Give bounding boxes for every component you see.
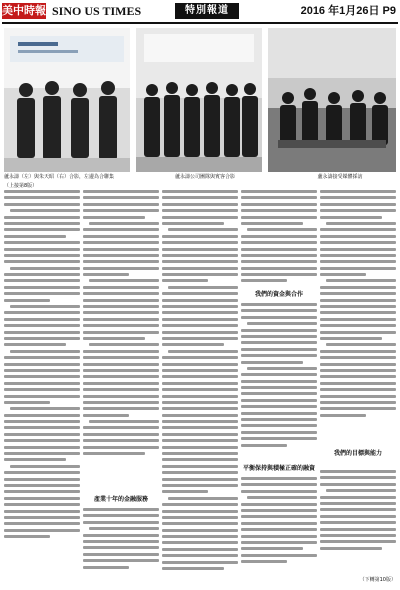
photo-image-left <box>4 28 130 172</box>
continued-on-label: （下轉第10版） <box>359 577 396 583</box>
subhead-3: 平衡保持與積極正確的融資 <box>242 465 315 472</box>
photo-group-right <box>268 28 396 172</box>
photo-caption-center: 蘆永濤公司團隊與賓客合影 <box>174 174 235 180</box>
text-column-4 <box>241 190 317 286</box>
issue-date: 2016 年1月26日 <box>300 5 380 17</box>
page-number: P9 <box>382 5 396 17</box>
text-column-5-lower <box>320 470 396 572</box>
photo-image-center <box>136 28 262 172</box>
issue-date-and-page <box>301 4 396 18</box>
photo-image-right <box>268 28 396 172</box>
subhead-2: 我們的資金與合作 <box>254 291 303 298</box>
subhead-1: 產業十年的金融服務 <box>93 496 148 503</box>
text-column-4-middle <box>241 303 317 463</box>
photo-caption-left: 蘆永濤（左）與朱天昭（右）合影，左邊為合聯集 <box>4 174 115 180</box>
subhead-4: 我們的目標與能力 <box>333 450 382 457</box>
text-column-1 <box>4 190 80 570</box>
text-column-5 <box>320 190 396 445</box>
masthead-rule <box>2 22 398 24</box>
photo-group-left <box>4 28 130 172</box>
continued-from-label: （上接第8版） <box>4 183 38 189</box>
photo-group-center <box>136 28 262 172</box>
text-column-4-lower <box>241 477 317 574</box>
brand-logo-cn: 美中時報 <box>2 4 46 17</box>
masthead <box>0 0 400 22</box>
text-column-2-lower <box>83 508 159 574</box>
brand-name-en: SINO US TIMES <box>52 4 142 18</box>
section-label: 特別報道 <box>175 3 239 19</box>
text-column-3 <box>162 190 238 570</box>
photo-caption-right: 蘆永濤接受媒體採訪 <box>317 174 363 180</box>
